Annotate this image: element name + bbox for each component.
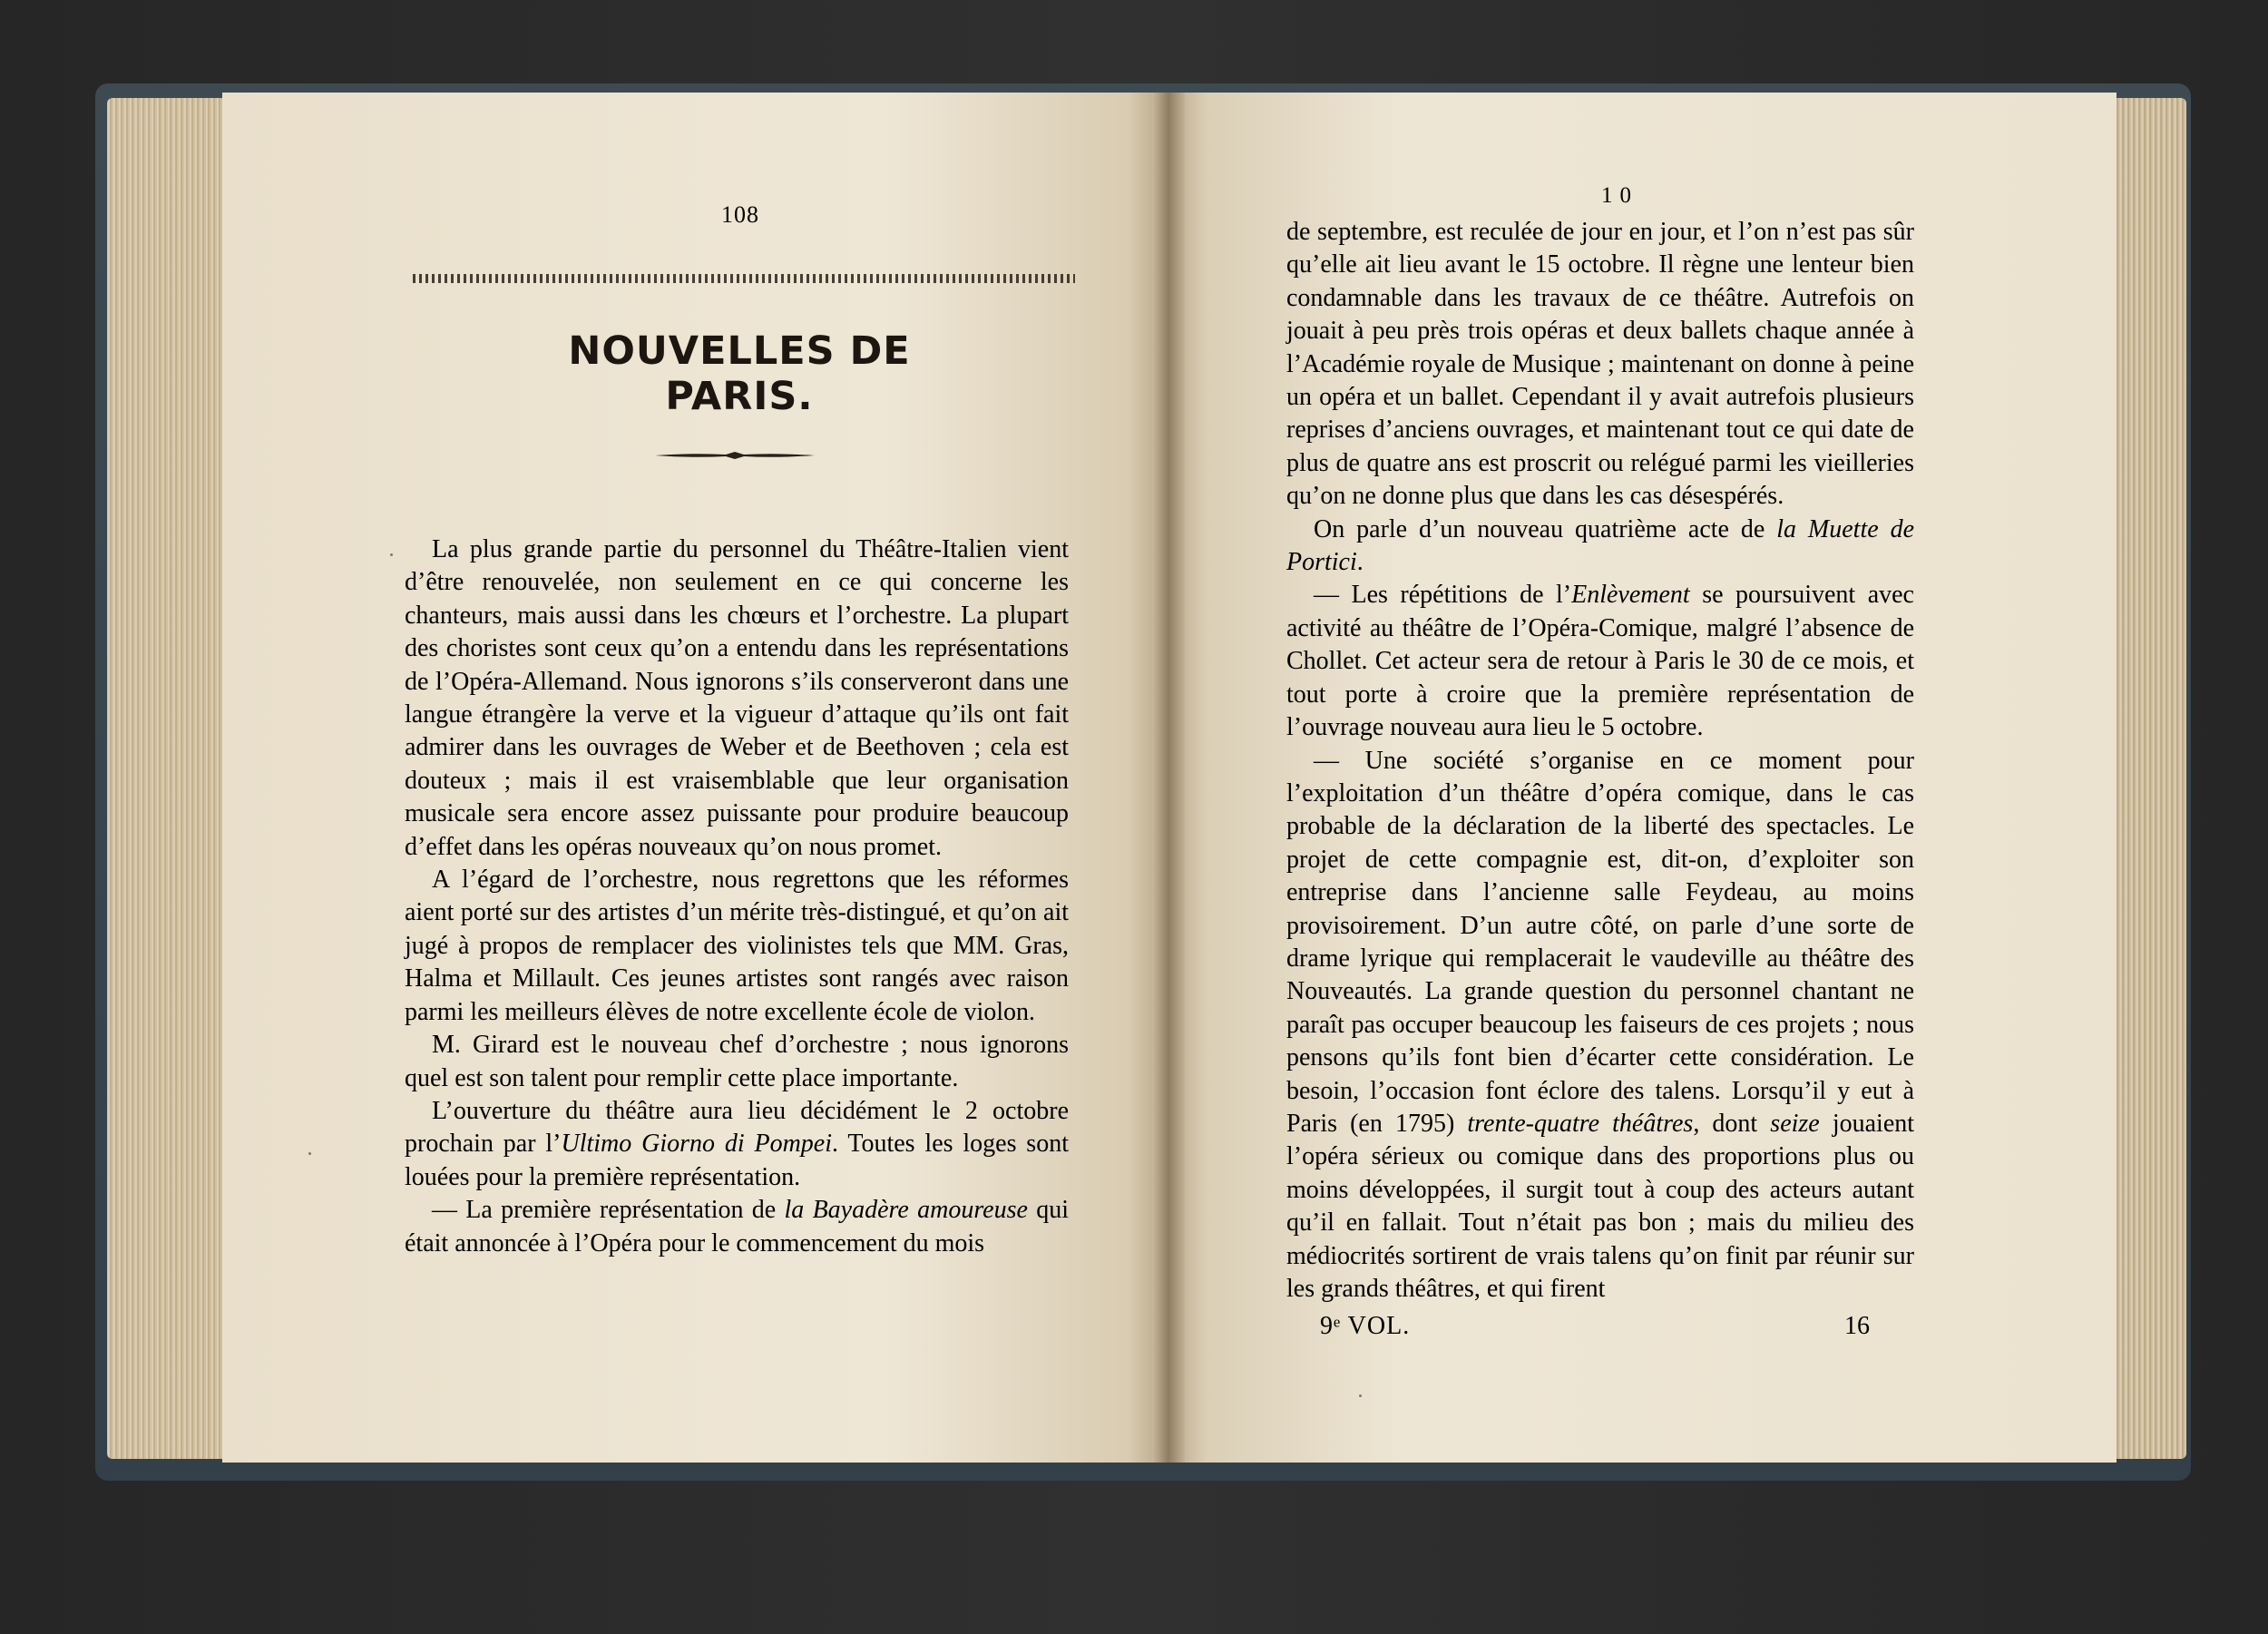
text-run: — Les répétitions de xyxy=(1314,581,1556,610)
text-run: se poursuivent avec activité au théâtre de l’Opéra-Comique, malgré l’absence de Chollet. Cet acteur sera de retour à Paris le 30 de ce mois, et tout porte à croire que la première représentation de l’ouvrage nouveau aura lieu le 5 octobre. xyxy=(1286,581,1914,742)
ink-speck xyxy=(1359,1394,1362,1397)
italic-title: Ultimo Giorno di Pompei xyxy=(561,1130,832,1159)
left-page-block-edge xyxy=(107,98,225,1459)
volume-signature: 9ᵉ VOL. xyxy=(1320,1312,1411,1340)
left-page-text xyxy=(405,533,1069,1260)
text-run: , dont xyxy=(1693,1109,1771,1138)
ink-speck xyxy=(308,1152,311,1155)
section-heading: NOUVELLES DE PARIS. xyxy=(568,328,911,419)
text-run: qui était annoncée à l’Opéra pour le commencement du mois xyxy=(405,1196,1070,1257)
ink-speck xyxy=(390,553,393,556)
paragraph: A l’égard de l’orchestre, nous regrettons que les réformes aient porté sur des artistes d’un mérite très-distingué, et qu’on ait jugé à propos de remplacer des violinistes tels que MM. Gras, Halma et Millault. Ces jeunes artistes sont rangés avec raison parmi les meilleurs élèves de notre excellente école de violon. xyxy=(405,866,1069,1026)
text-run: — Une société s’organise en ce moment pour l’exploitation d’un théâtre d’opéra comique, dans le cas probable de la déclaration de la liberté des spectacles. Le projet de cette compagnie est, dit-on, d’exploiter son entreprise dans l’ancienne salle Feydeau, au moins provisoirement. D’un autre côté, on parle d’une sorte de drame lyrique qui remplacerait le vaudeville au théâtre des Nouveautés. La grande question du personnel chantant ne paraît pas occuper beaucoup les faiseurs de ces projets ; nous pensons qu’ils font bien d’écarter cette considération. Le besoin, l’occasion font éclore des talens. Lorsqu’il y eut à Paris (en 1795) xyxy=(1286,746,1914,1138)
left-page-number: 108 xyxy=(721,201,759,228)
paragraph: La plus grande partie du personnel du Théâtre-Italien vient d’être renouvelée, non seulement en ce qui concerne les chanteurs, mais aussi dans les chœurs et l’orchestre. La plupart des choristes sont ceux qu’on a entendu dans les représentations de l’Opéra-Allemand. Nous ignorons s’ils conserveront dans une langue étrangère la verve et la vigueur d’attaque qu’ils ont fait admirer dans les ouvrages de Weber et de Beethoven ; cela est douteux ; mais il est vraisemblable que leur organisation musicale sera encore assez puissante pour produire beaucoup d’effet dans les opéras nouveaux qu’on nous promet. xyxy=(405,535,1069,861)
text-run: L’ouverture du théâtre aura lieu décidément le 2 octobre prochain par xyxy=(405,1096,1069,1159)
paragraph xyxy=(405,1194,1069,1260)
right-page-number: 10 xyxy=(1601,183,1638,208)
paragraph: M. Girard est le nouveau chef d’orchestre ; nous ignorons quel est son talent pour remplir cette place importante. xyxy=(405,1031,1069,1092)
text-run: — La première représentation de xyxy=(432,1196,785,1225)
text-run: jouaient l’opéra sérieux ou comique dans des proportions plus ou moins développées, il surgit tout à coup des acteurs autant qu’il en fallait. Tout n’était pas bon ; mais du milieu des médiocrités sortirent de vrais talens qu’on finit par réunir sur les grands théâtres, et qui firent xyxy=(1286,1109,1915,1303)
paragraph xyxy=(405,1095,1069,1194)
paragraph xyxy=(1286,579,1914,744)
text-run: On parle d’un nouveau quatrième acte de xyxy=(1314,514,1777,543)
text-run: l’ xyxy=(1556,581,1572,610)
italic-phrase: seize xyxy=(1770,1109,1820,1138)
paragraph xyxy=(1286,745,1914,1306)
italic-title: la Muette de Portici xyxy=(1286,514,1914,577)
italic-phrase: trente-quatre théâtres xyxy=(1467,1109,1694,1138)
paragraph xyxy=(1286,514,1914,580)
paragraph: de septembre, est reculée de jour en jour, et l’on n’est pas sûr qu’elle ait lieu avant le 15 octobre. Il règne une lenteur bien condamnable dans les travaux de ce théâtre. Autrefois on jouait à peu près trois opéras et deux ballets chaque année à l’Académie royale de Musique ; maintenant on donne à peine un opéra et un ballet. Cependant il y avait autrefois plusieurs reprises d’anciens ouvrages, et maintenant tout ce qui date de plus de quatre ans est proscrit ou relégué parmi les vieilleries qu’on ne donne plus que dans les cas désespérés. xyxy=(1286,218,1914,511)
gathering-signature: 16 xyxy=(1844,1312,1870,1340)
ornament-divider xyxy=(653,446,816,465)
book-gutter xyxy=(1152,93,1185,1463)
italic-title: la Bayadère amoureuse xyxy=(784,1196,1028,1225)
italic-title: Enlèvement xyxy=(1571,581,1690,610)
right-page-text xyxy=(1286,216,1914,1306)
text-run: . Toutes les loges sont louées pour la première représentation. xyxy=(405,1130,1069,1191)
right-page-block-edge xyxy=(2114,98,2186,1459)
dotted-header-rule xyxy=(413,274,1075,283)
text-run: l’ xyxy=(545,1130,562,1159)
text-run: . xyxy=(1356,548,1364,577)
